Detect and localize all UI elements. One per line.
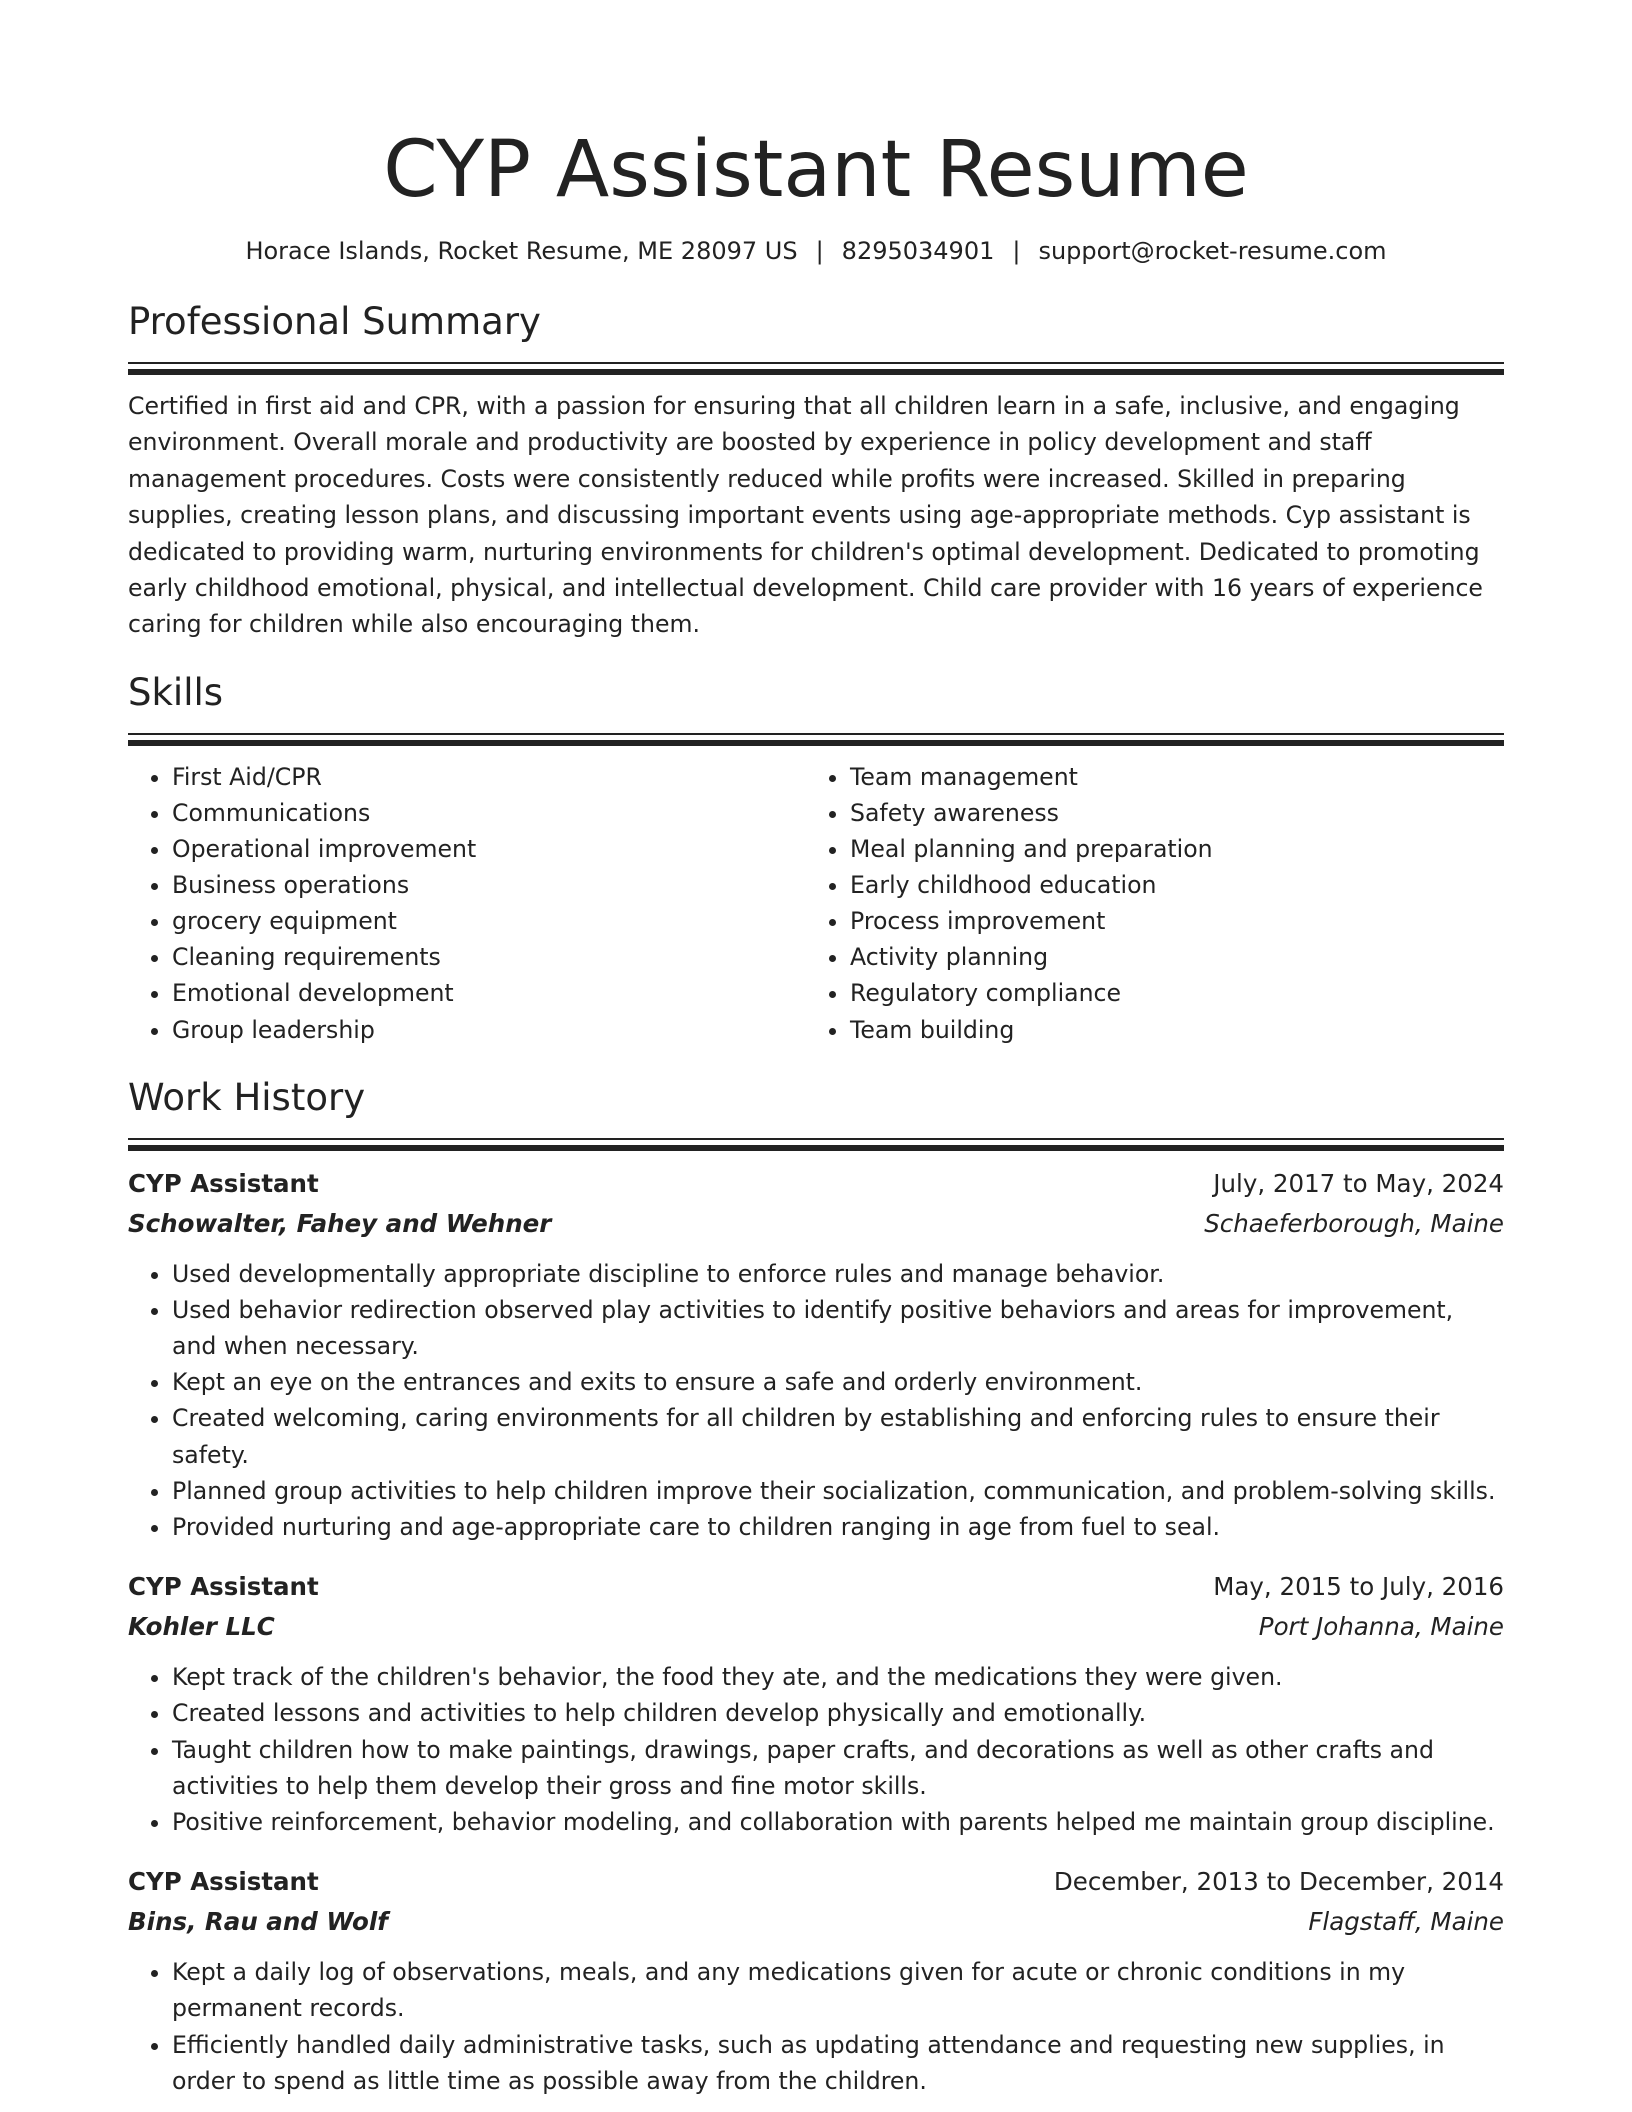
job-duties-list [128,1954,1504,2099]
job-title: CYP Assistant [128,1572,319,1602]
skill-item: • Business operations [172,867,806,903]
job-duty: • Kept track of the children's behavior, the food they ate, and the medications they were given. [172,1659,1504,1695]
skill-item: • Cleaning requirements [172,939,806,975]
contact-line [128,234,1504,268]
job-header-row [128,1862,1504,1902]
job-duty: • Created welcoming, caring environments for all children by establishing and enforcing rules to ensure their safety. [172,1400,1504,1472]
job-header-row [128,1567,1504,1607]
job-company: Schowalter, Fahey and Wehner [128,1208,552,1238]
section-divider [128,362,1504,374]
skill-item: • grocery equipment [172,903,806,939]
skill-item: • Early childhood education [850,867,1484,903]
job-entry [128,1862,1504,2099]
job-duty: • Kept an eye on the entrances and exits to ensure a safe and orderly environment. [172,1364,1504,1400]
job-duty: • Used developmentally appropriate discipline to enforce rules and manage behavior. [172,1256,1504,1292]
job-title: CYP Assistant [128,1168,319,1198]
skill-item: • Activity planning [850,939,1484,975]
skills-section [128,669,1504,1048]
skills-grid [128,759,1504,1048]
skill-item: • Emotional development [172,975,806,1011]
skill-item: • Communications [172,795,806,831]
skill-item: • Operational improvement [172,831,806,867]
job-duty: • Used behavior redirection observed play activities to identify positive behaviors and areas for improvement, and when necessary. [172,1292,1504,1364]
job-duty: • Created lessons and activities to help children develop physically and emotionally. [172,1695,1504,1731]
job-entry [128,1567,1504,1840]
job-duties-list [128,1659,1504,1840]
summary-section [128,298,1504,643]
job-location: Port Johanna, Maine [1258,1612,1504,1642]
work-history-section [128,1074,1504,2099]
contact-separator: | [815,237,824,265]
contact-address: Horace Islands, Rocket Resume, ME 28097 US [245,237,798,265]
job-dates: December, 2013 to December, 2014 [1053,1867,1504,1897]
skill-item: • First Aid/CPR [172,759,806,795]
job-duty: • Provided nurturing and age-appropriate care to children ranging in age from fuel to seal. [172,1509,1504,1545]
skills-list-right [806,759,1484,1048]
resume-title: CYP Assistant Resume [383,125,1249,215]
skills-list-left [128,759,806,1048]
skill-item: • Group leadership [172,1012,806,1048]
job-entry [128,1164,1504,1546]
job-location: Flagstaff, Maine [1308,1907,1504,1937]
job-company: Bins, Rau and Wolf [128,1907,388,1937]
summary-heading: Professional Summary [128,300,541,343]
section-divider [128,1138,1504,1150]
job-duty: • Kept a daily log of observations, meals, and any medications given for acute or chronic conditions in my permanent records. [172,1954,1504,2026]
job-company: Kohler LLC [128,1612,275,1642]
job-employer-row [128,1204,1504,1244]
job-dates: May, 2015 to July, 2016 [1213,1572,1504,1602]
job-duty: • Positive reinforcement, behavior modeling, and collaboration with parents helped me maintain group discipline. [172,1804,1504,1840]
skill-item: • Team management [850,759,1484,795]
section-divider [128,733,1504,745]
skill-item: • Meal planning and preparation [850,831,1484,867]
resume-page [128,0,1504,2099]
contact-email[interactable]: support@rocket-resume.com [1038,237,1387,265]
job-duty: • Efficiently handled daily administrative tasks, such as updating attendance and requesting new supplies, in order to spend as little time as possible away from the children. [172,2027,1504,2099]
contact-phone: 8295034901 [841,237,995,265]
job-employer-row [128,1607,1504,1647]
job-dates: July, 2017 to May, 2024 [1213,1168,1504,1198]
job-location: Schaeferborough, Maine [1204,1208,1504,1238]
job-duty: • Taught children how to make paintings, drawings, paper crafts, and decorations as well as other crafts and activities to help them develop their gross and fine motor skills. [172,1732,1504,1804]
work-history-heading: Work History [128,1075,366,1119]
job-duty: • Planned group activities to help children improve their socialization, communication, and problem-solving skills. [172,1473,1504,1509]
skill-item: • Process improvement [850,903,1484,939]
contact-separator: | [1012,237,1021,265]
summary-text: Certified in first aid and CPR, with a passion for ensuring that all children learn in a safe, inclusive, and engaging environment. Overall morale and productivity are boosted by experience in policy development and staff management procedures. Costs were consistently reduced while profits were increased. Skilled in preparing supplies, creating lesson plans, and discussing important events using age-appropriate methods. Cyp assistant is dedicated to providing warm, nurturing environments for children's optimal development. Dedicated to promoting early childhood emotional, physical, and intellectual development. Child care provider with 16 years of experience caring for children while also encouraging them. [128,392,1483,639]
skills-heading: Skills [128,670,224,714]
job-header-row [128,1164,1504,1204]
job-duties-list [128,1256,1504,1546]
skill-item: • Team building [850,1012,1484,1048]
job-title: CYP Assistant [128,1867,319,1897]
skill-item: • Safety awareness [850,795,1484,831]
job-employer-row [128,1902,1504,1942]
skill-item: • Regulatory compliance [850,975,1484,1011]
